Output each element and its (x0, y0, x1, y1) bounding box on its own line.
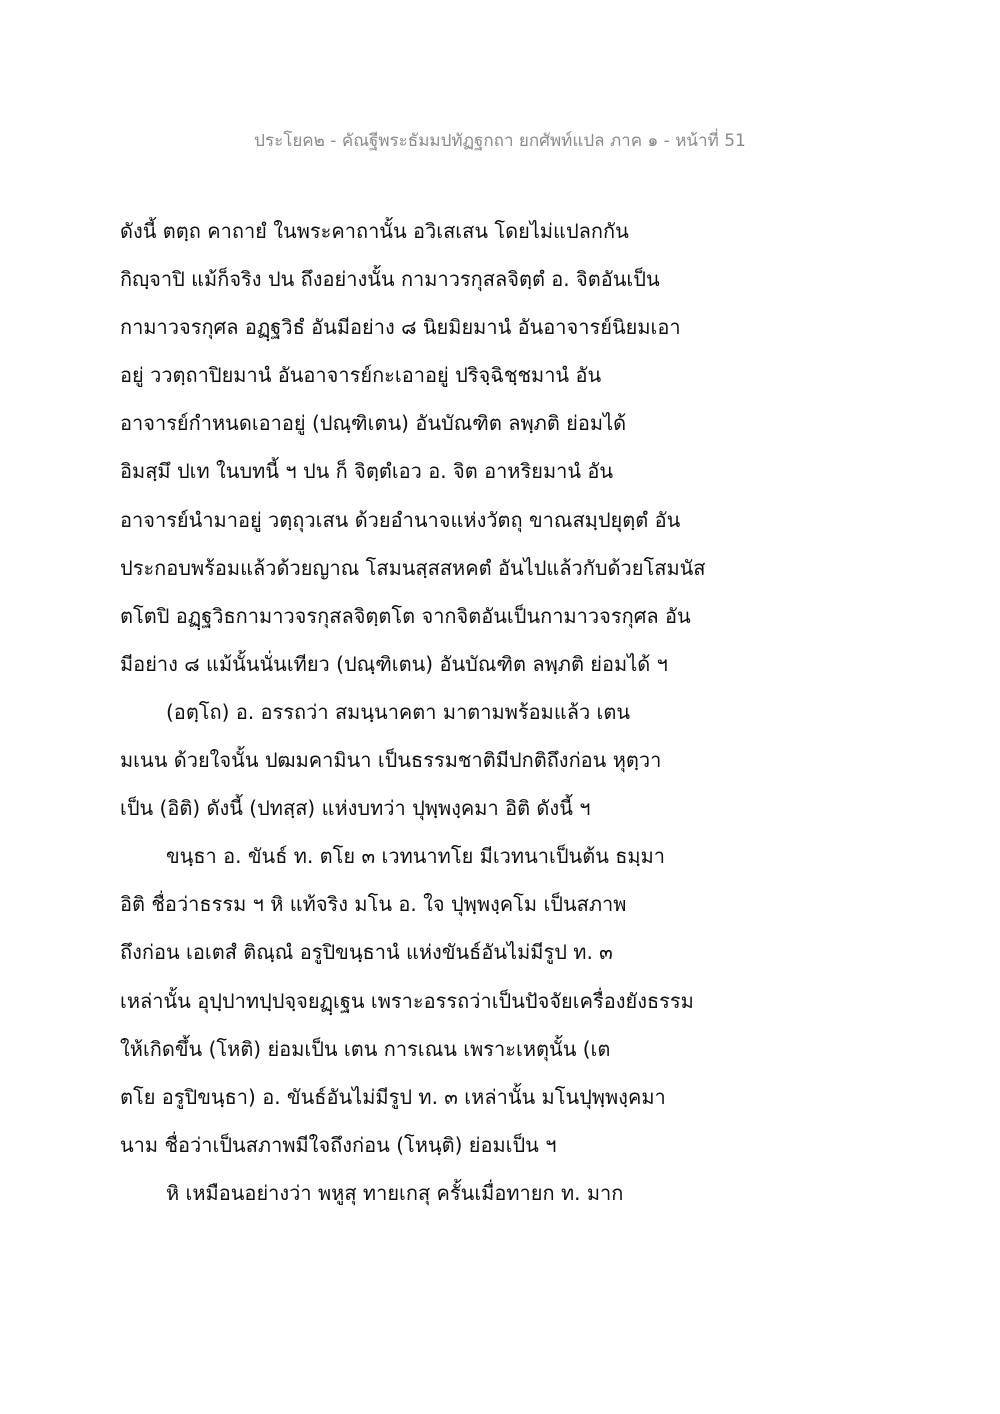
text-line-17: เหล่านั้น อุปฺปาทปฺปจฺจยฏฺเฐน เพราะอรรถว่าเป็นปัจจัยเครื่องยังธรรม (120, 988, 694, 1013)
text-line-2: กิญฺจาปิ แม้ก็จริง ปน ถึงอย่างนั้น กามาวรกุสลจิตฺตํ อ. จิตอันเป็น (120, 267, 660, 292)
text-line-20: นาม ชื่อว่าเป็นสภาพมีใจถึงก่อน (โหนฺติ) ย่อมเป็น ฯ (120, 1132, 557, 1157)
text-line-15: อิติ ชื่อว่าธรรม ฯ หิ แท้จริง มโน อ. ใจ ปุพฺพงฺคโม เป็นสภาพ (120, 892, 627, 917)
text-line-3: กามาวจรกุศล อฏฺฐวิธํ อันมีอย่าง ๘ นิยมิยมานํ อันอาจารย์นิยมเอา (120, 315, 681, 340)
text-line-6: อิมสฺมึ ปเท ในบทนี้ ฯ ปน ก็ จิตฺตํเอว อ. จิต อาหริยมานํ อัน (120, 459, 614, 484)
text-line-8: ประกอบพร้อมแล้วด้วยญาณ โสมนสฺสสหคตํ อันไปแล้วกับด้วยโสมนัส (120, 555, 706, 580)
page-header: ประโยค๒ - คัณฐีพระธัมมปทัฏฐกถา ยกศัพท์แปล ภาค ๑ - หน้าที่ 51 (254, 131, 746, 151)
text-line-10: มีอย่าง ๘ แม้นั้นนั่นเทียว (ปณฺฑิเตน) อันบัณฑิต ลพฺภติ ย่อมได้ ฯ (120, 651, 668, 676)
text-line-16: ถึงก่อน เอเตสํ ติณฺณํ อรูปิขนฺธานํ แห่งขันธ์อันไม่มีรูป ท. ๓ (120, 940, 613, 965)
text-line-14: ขนฺธา อ. ขันธ์ ท. ตโย ๓ เวทนาทโย มีเวทนาเป็นต้น ธมฺมา (166, 844, 666, 869)
text-line-7: อาจารย์นำมาอยู่ วตฺถุวเสน ด้วยอำนาจแห่งวัตถุ ขาณสมฺปยุตฺตํ อัน (120, 507, 681, 532)
text-line-18: ให้เกิดขึ้น (โหติ) ย่อมเป็น เตน การเณน เพราะเหตุนั้น (เต (120, 1036, 611, 1061)
text-line-12: มเนน ด้วยใจนั้น ปฒมคามินา เป็นธรรมชาติมีปกติถึงก่อน หุตฺวา (120, 748, 662, 773)
body-text (120, 214, 720, 1224)
text-line-21: หิ เหมือนอย่างว่า พหูสุ ทายเกสุ ครั้นเมื่อทายก ท. มาก (166, 1180, 624, 1205)
text-line-5: อาจารย์กำหนดเอาอยู่ (ปณฺฑิเตน) อันบัณฑิต ลพฺภติ ย่อมได้ (120, 411, 627, 436)
text-line-19: ตโย อรูปิขนฺธา) อ. ขันธ์อันไม่มีรูป ท. ๓ เหล่านั้น มโนปุพฺพงฺคมา (120, 1084, 666, 1109)
text-line-13: เป็น (อิติ) ดังนี้ (ปทสฺส) แห่งบทว่า ปุพฺพงฺคมา อิติ ดังนี้ ฯ (120, 796, 591, 821)
text-line-1: ดังนี้ ตตฺถ คาถายํ ในพระคาถานั้น อวิเสเสน โดยไม่แปลกกัน (120, 219, 629, 243)
text-line-4: อยู่ ววตฺถาปิยมานํ อันอาจารย์กะเอาอยู่ ปริจฺฉิชฺชมานํ อัน (120, 363, 602, 388)
text-line-11: (อตฺโถ) อ. อรรถว่า สมนฺนาคตา มาตามพร้อมแล้ว เตน (166, 699, 631, 724)
text-line-9: ตโตปิ อฏฺฐวิธกามาวจรกุสลจิตฺตโต จากจิตอันเป็นกามาวจรกุศล อัน (120, 603, 691, 628)
